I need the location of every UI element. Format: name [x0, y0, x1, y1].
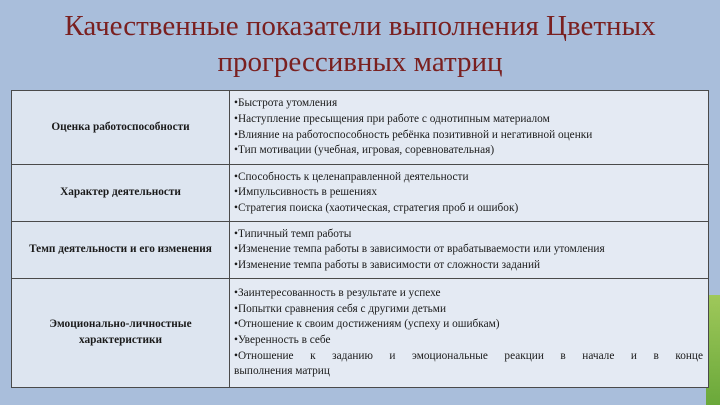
table-row	[12, 279, 709, 388]
parameter-cell: Оценка работоспособности	[12, 91, 230, 165]
list-item: •Изменение темпа работы в зависимости от врабатываемости или утомления	[234, 243, 605, 256]
slide-title	[20, 8, 700, 80]
list-item: •Тип мотивации (учебная, игровая, соревновательная)	[234, 144, 495, 157]
list-item: •Отношение к своим достижениям (успеху и ошибкам)	[234, 318, 500, 331]
list-item: выполнения матриц	[234, 365, 330, 378]
list-item: •Изменение темпа работы в зависимости от сложности заданий	[234, 258, 541, 271]
list-item: •Быстрота утомления	[234, 97, 338, 110]
list-item: •Влияние на работоспособность ребёнка позитивной и негативной оценки	[234, 128, 593, 141]
table-row	[12, 91, 709, 165]
list-item: •Стратегия поиска (хаотическая, стратегия проб и ошибок)	[234, 201, 519, 214]
list-item: •Типичный темп работы	[234, 227, 352, 240]
parameter-cell: Характер деятельности	[12, 165, 230, 222]
parameter-cell: Эмоционально-личностные характеристики	[12, 279, 230, 388]
description-cell	[230, 279, 709, 388]
description-cell	[230, 165, 709, 222]
table-row	[12, 222, 709, 279]
title-line-1: Качественные показатели выполнения Цветных	[64, 10, 656, 42]
parameter-cell: Темп деятельности и его изменения	[12, 222, 230, 279]
table-row	[12, 165, 709, 222]
list-item: •Способность к целенаправленной деятельности	[234, 170, 469, 183]
description-cell	[230, 91, 709, 165]
list-item: •Отношение к заданию и эмоциональные реакции в начале и в конце	[234, 349, 703, 362]
list-item: •Уверенность в себе	[234, 334, 331, 346]
list-item: •Заинтересованность в результате и успехе	[234, 287, 441, 300]
list-item: •Импульсивность в решениях	[234, 186, 378, 199]
title-line-2: прогрессивных матриц	[217, 46, 503, 78]
description-cell	[230, 222, 709, 279]
list-item: •Попытки сравнения себя с другими детьми	[234, 302, 447, 315]
list-item: •Наступление пресыщения при работе с однотипным материалом	[234, 112, 550, 125]
indicators-table	[11, 90, 709, 388]
